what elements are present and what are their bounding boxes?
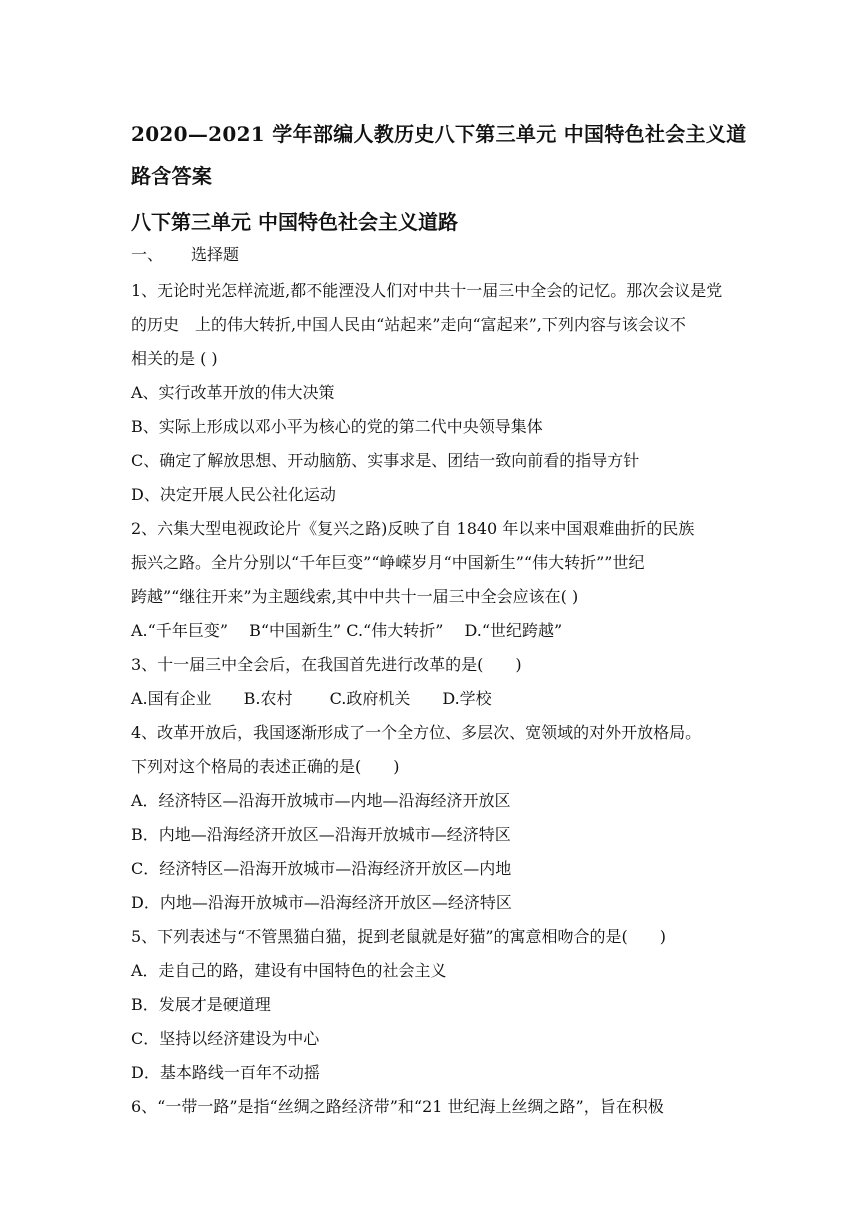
text-line: C、确定了解放思想、开动脑筋、实事求是、团结一致向前看的指导方针 xyxy=(131,451,640,470)
text-line: 2、六集大型电视政论片《复兴之路)反映了自 1840 年以来中国艰难曲折的民族 xyxy=(131,519,695,538)
document-title-line-1: 2020—2021 学年部编人教历史八下第三单元 中国特色社会主义道 xyxy=(131,122,747,146)
text-line: D．内地—沿海开放城市—沿海经济开放区—经济特区 xyxy=(131,893,512,912)
text-line: 下列对这个格局的表述正确的是( ) xyxy=(131,757,400,776)
text-line: B．内地—沿海经济开放区—沿海开放城市—经济特区 xyxy=(131,825,511,844)
text-line: B、实际上形成以邓小平为核心的党的第二代中央领导集体 xyxy=(131,417,543,436)
text-line: A．走自己的路，建设有中国特色的社会主义 xyxy=(131,961,447,980)
text-line: 振兴之路。全片分别以“千年巨变”“峥嵘岁月“中国新生”“伟大转折””世纪 xyxy=(131,553,645,572)
text-line: D、决定开展人民公社化运动 xyxy=(131,485,336,504)
text-line: A、实行改革开放的伟大决策 xyxy=(131,383,335,402)
text-line: 的历史 上的伟大转折,中国人民由“站起来”走向“富起来”,下列内容与该会议不 xyxy=(131,315,686,334)
text-line: B．发展才是硬道理 xyxy=(131,995,271,1014)
section-heading xyxy=(131,245,239,265)
text-line: 相关的是 ( ) xyxy=(131,349,218,368)
text-line: 4、改革开放后，我国逐渐形成了一个全方位、多层次、宽领域的对外开放格局。 xyxy=(131,723,702,742)
document-title-line-2: 路含答案 xyxy=(131,164,213,188)
text-line: A.国有企业 B.农村 C.政府机关 D.学校 xyxy=(131,689,492,708)
text-line: C．坚持以经济建设为中心 xyxy=(131,1029,320,1048)
text-line: C．经济特区—沿海开放城市—沿海经济开放区—内地 xyxy=(131,859,512,878)
text-line: 3、十一届三中全会后，在我国首先进行改革的是( ) xyxy=(131,655,522,674)
text-line: 6、“一带一路”是指“丝绸之路经济带”和“21 世纪海上丝绸之路”，旨在积极 xyxy=(131,1097,664,1116)
text-line: A.“千年巨变” B“中国新生” C.“伟大转折” D.“世纪跨越” xyxy=(131,621,563,640)
text-line: 跨越”“继往开来”为主题线索,其中中共十一届三中全会应该在( ) xyxy=(131,587,579,606)
unit-heading: 八下第三单元 中国特色社会主义道路 xyxy=(131,210,458,234)
text-line: 5、下列表述与“不管黑猫白猫，捉到老鼠就是好猫”的寓意相吻合的是( ) xyxy=(131,927,667,946)
text-line: 1、无论时光怎样流逝,都不能湮没人们对中共十一届三中全会的记忆。那次会议是党 xyxy=(131,281,723,300)
text-line: D．基本路线一百年不动摇 xyxy=(131,1063,320,1082)
section-number: 一、 xyxy=(131,245,164,264)
section-title: 选择题 xyxy=(191,245,240,264)
text-line: A．经济特区—沿海开放城市—内地—沿海经济开放区 xyxy=(131,791,511,810)
